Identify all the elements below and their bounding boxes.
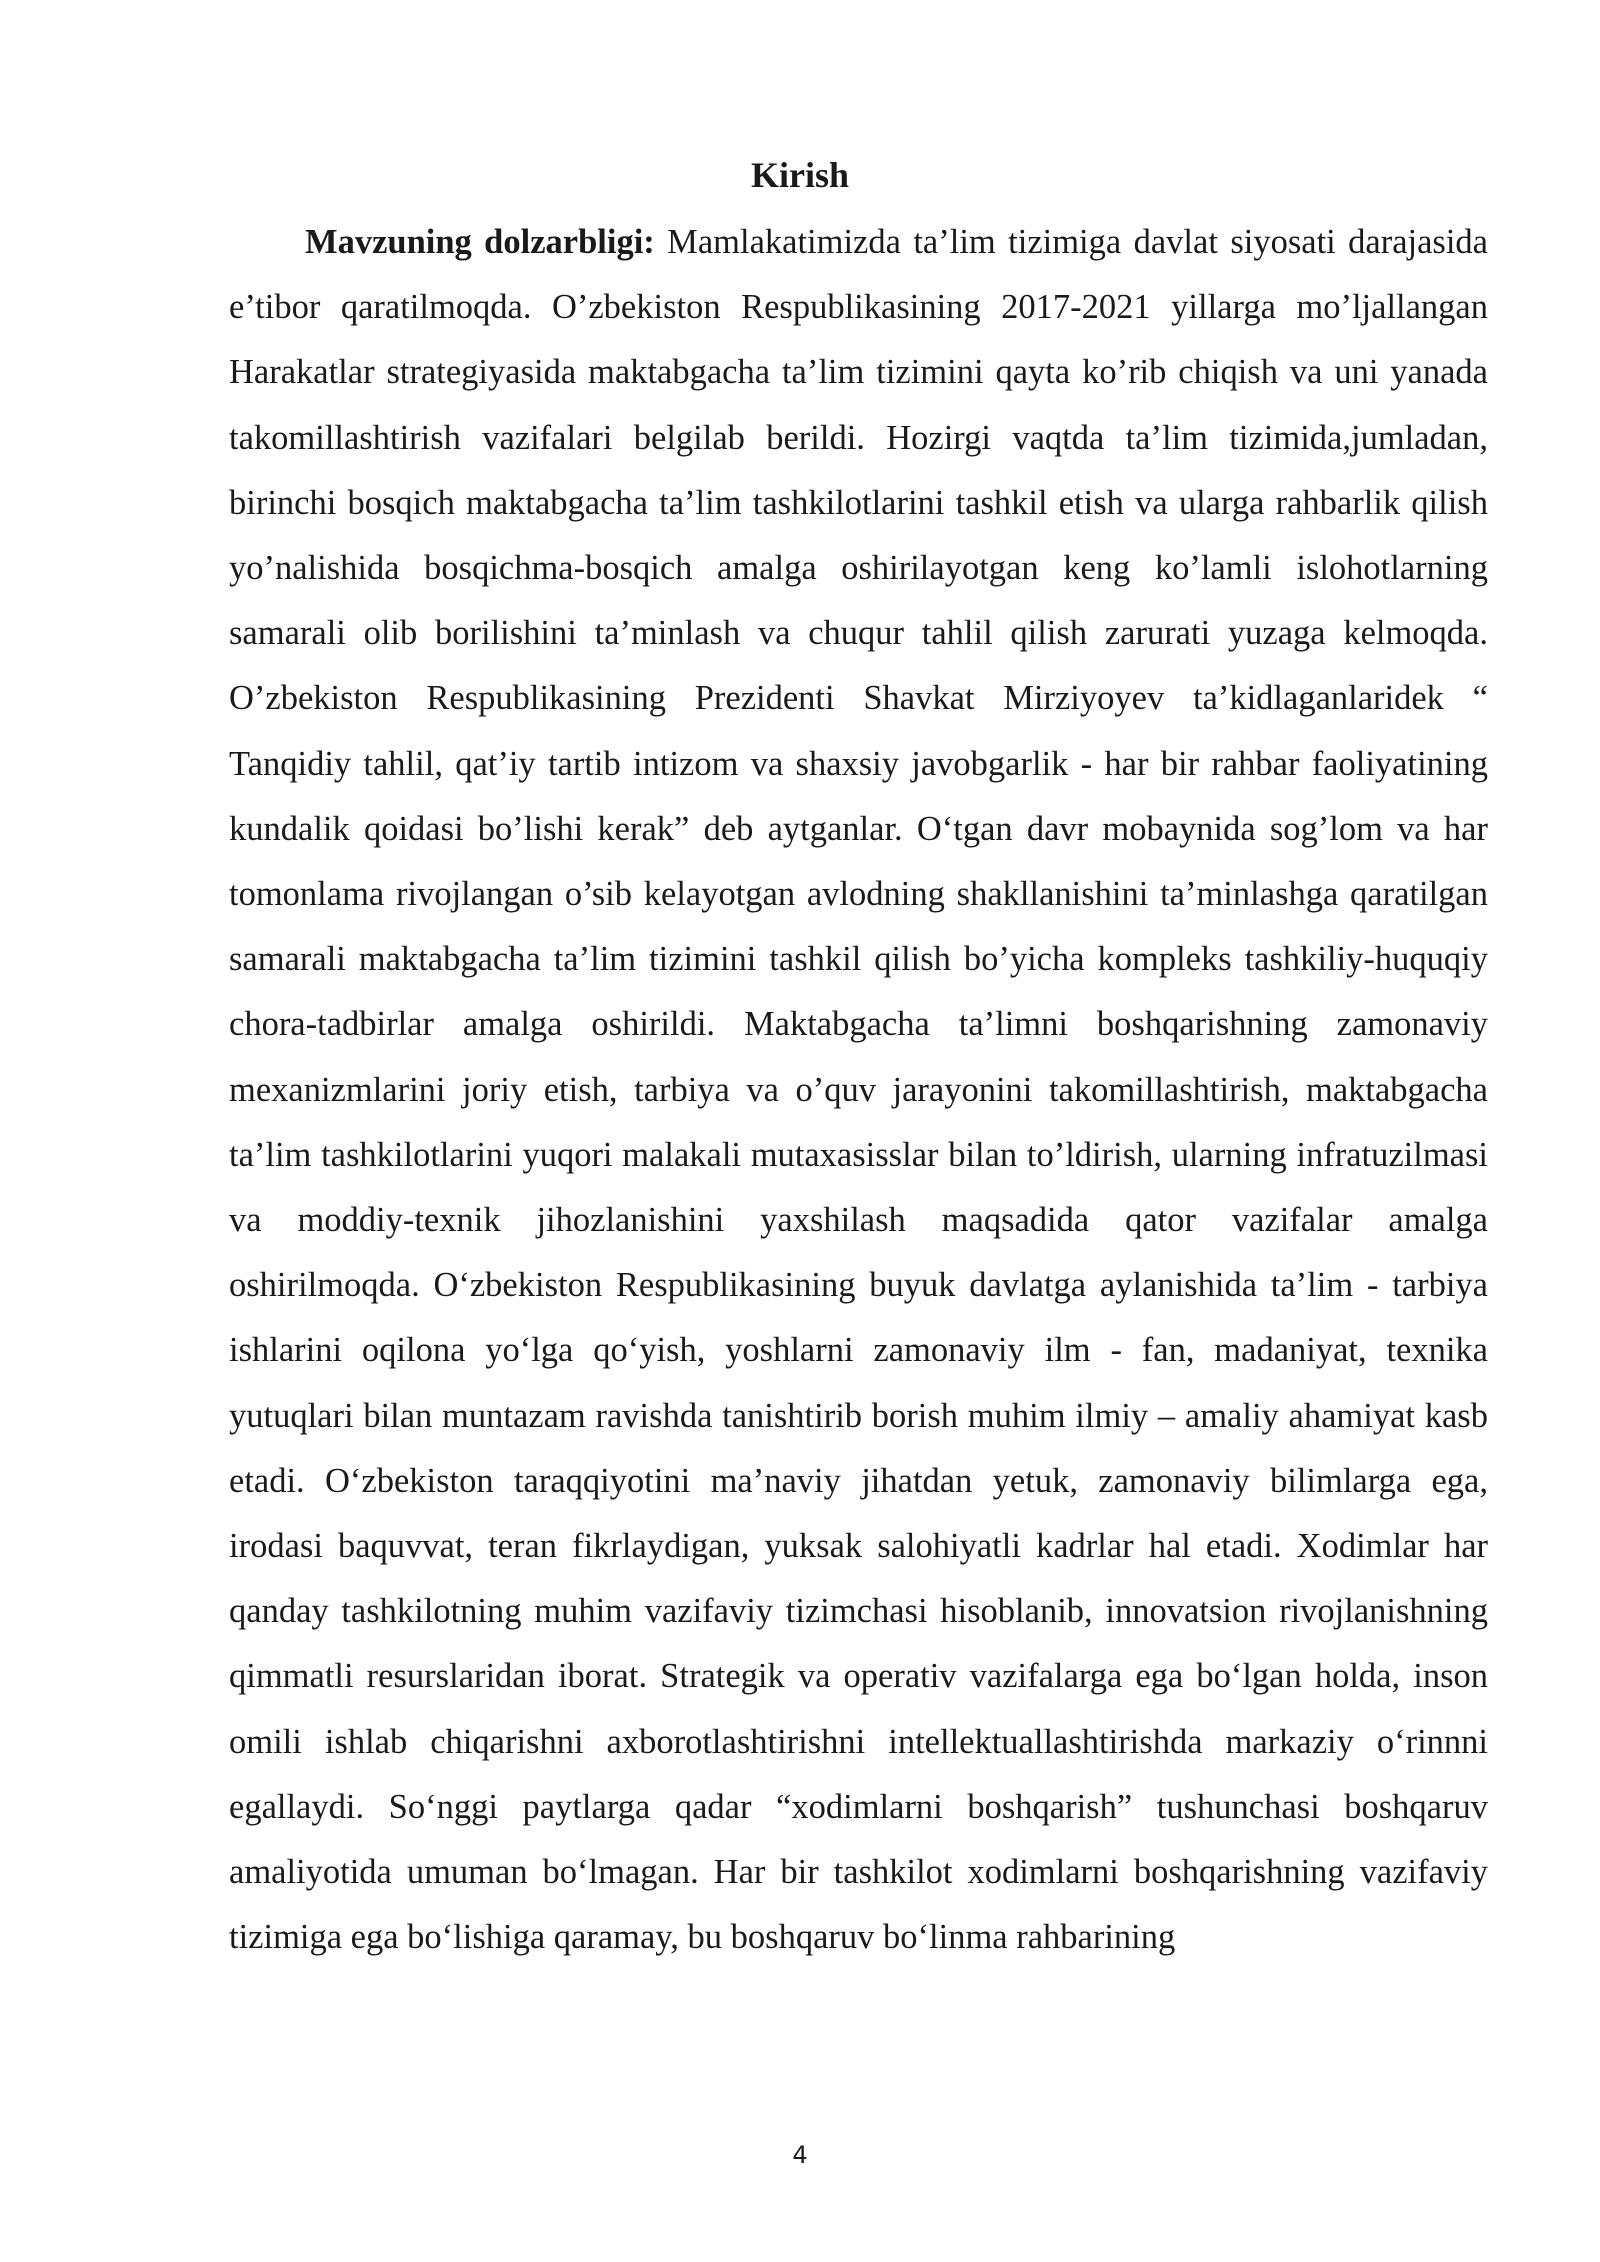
paragraph-lead: Mavzuning dolzarbligi: xyxy=(305,223,655,261)
body-paragraph xyxy=(229,210,1488,1970)
paragraph-text: Mamlakatimizda ta’lim tizimiga davlat siyosati darajasida e’tibor qaratilmoqda. O’zbekiston Respublikasining 2017-2021 yillarga mo’ljallangan Harakatlar strategiyasida maktabgacha ta’lim tizimini qayta ko’rib chiqish va uni yanada takomillashtirish vazifalari belgilab berildi. Hozirgi vaqtda ta’lim tizimida,jumladan, birinchi bosqich maktabgacha ta’lim tashkilotlarini tashkil etish va ularga rahbarlik qilish yo’nalishida bosqichma-bosqich amalga oshirilayotgan keng ko’lamli islohotlarning samarali olib borilishini ta’minlash va chuqur tahlil qilish zarurati yuzaga kelmoqda. O’zbekiston Respublikasining Prezidenti Shavkat Mirziyoyev ta’kidlaganlaridek “ Tanqidiy tahlil, qat’iy tartib intizom va shaxsiy javobgarlik - har bir rahbar faoliyatining kundalik qoidasi bo’lishi kerak” deb aytganlar. O‘tgan davr mobaynida sog’lom va har tomonlama rivojlangan o’sib kelayotgan avlodning shakllanishini ta’minlashga qaratilgan samarali maktabgacha ta’lim tizimini tashkil qilish bo’yicha kompleks tashkiliy-huquqiy chora-tadbirlar amalga oshirildi. Maktabgacha ta’limni boshqarishning zamonaviy mexanizmlarini joriy etish, tarbiya va o’quv jarayonini takomillashtirish, maktabgacha ta’lim tashkilotlarini yuqori malakali mutaxasisslar bilan to’ldirish, ularning infratuzilmasi va moddiy-texnik jihozlanishini yaxshilash maqsadida qator vazifalar amalga oshirilmoqda. O‘zbekiston Respublikasining buyuk davlatga aylanishida ta’lim - tarbiya ishlarini oqilona yo‘lga qo‘yish, yoshlarni zamonaviy ilm - fan, madaniyat, texnika yutuqlari bilan muntazam ravishda tanishtirib borish muhim ilmiy – amaliy ahamiyat kasb etadi. O‘zbekiston taraqqiyotini ma’naviy jihatdan yetuk, zamonaviy bilimlarga ega, irodasi baquvvat, teran fikrlaydigan, yuksak salohiyatli kadrlar hal etadi. Xodimlar har qanday tashkilotning muhim vazifaviy tizimchasi hisoblanib, innovatsion rivojlanishning qimmatli resurslaridan iborat. Strategik va operativ vazifalarga ega bo‘lgan holda, inson omili ishlab chiqarishni axborotlashtirishni intellektuallashtirishda markaziy o‘rinnni egallaydi. So‘nggi paytlarga qadar “xodimlarni boshqarish” tushunchasi boshqaruv amaliyotida umuman bo‘lmagan. Har bir tashkilot xodimlarni boshqarishning vazifaviy tizimiga ega bo‘lishiga qaramay, bu boshqaruv bo‘linma rahbarining xyxy=(229,223,1488,1957)
section-title: Kirish xyxy=(750,155,849,195)
page-number: 4 xyxy=(792,2141,808,2169)
